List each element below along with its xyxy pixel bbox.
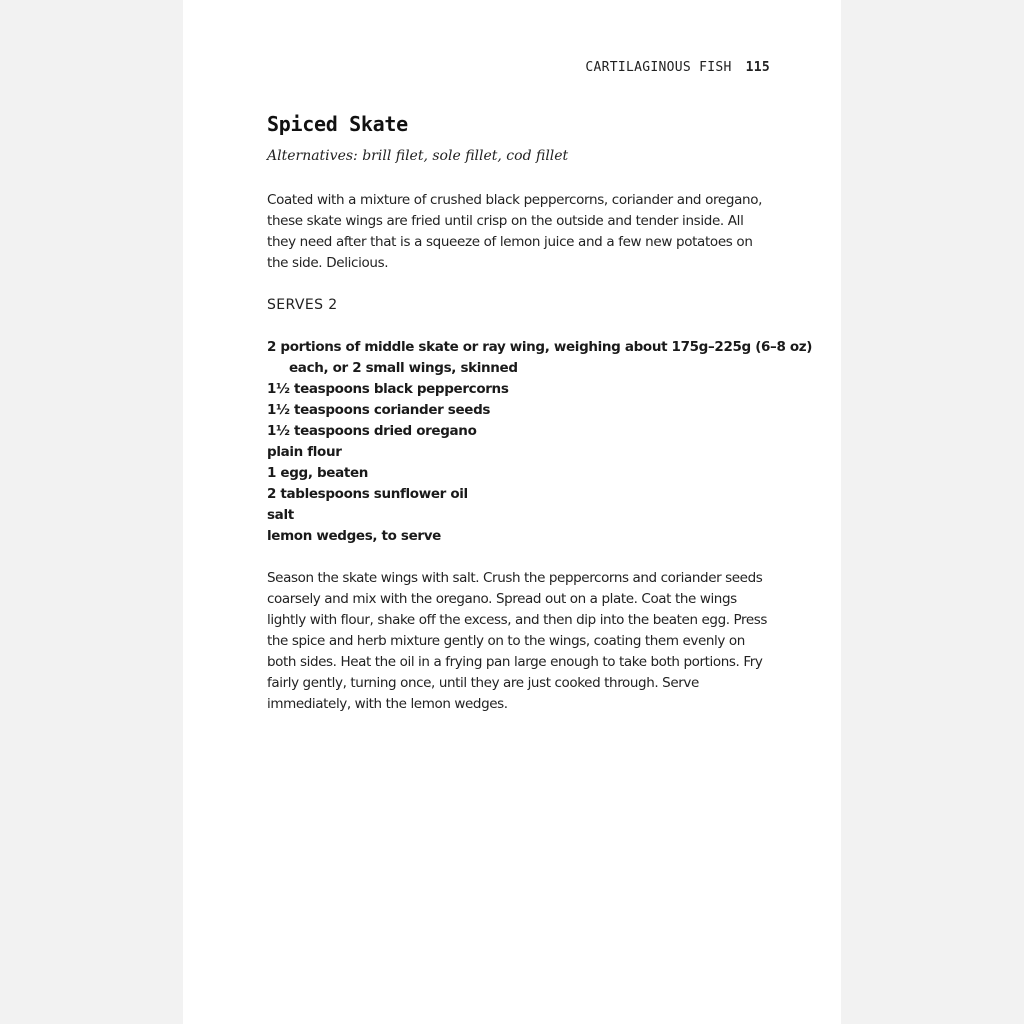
recipe-title: Spiced Skate bbox=[267, 112, 408, 136]
ingredient-item: 1 egg, beaten bbox=[267, 465, 369, 481]
recipe-intro: Coated with a mixture of crushed black peppercorns, coriander and oregano, these skate wings are fried until crisp on the outside and tender inside. All they need after that is a squeeze of lemon juice and a few new potatoes on the side. Delicious. bbox=[267, 192, 763, 271]
ingredient-item: salt bbox=[267, 507, 294, 523]
recipe-serves: SERVES 2 bbox=[267, 297, 338, 313]
section-title: CARTILAGINOUS FISH bbox=[585, 60, 732, 75]
recipe-method: Season the skate wings with salt. Crush the peppercorns and coriander seeds coarsely and mix with the oregano. Spread out on a plate. Coat the wings lightly with flour, shake off the excess, and then dip into the beaten egg. Press the spice and herb mixture gently on to the wings, coating them evenly on both sides. Heat the oil in a frying pan large enough to take both portions. Fry fairly gently, turning once, until they are just cooked through. Serve immediately, with the lemon wedges. bbox=[267, 570, 768, 712]
running-head bbox=[585, 60, 770, 75]
ingredient-text: 2 portions of middle skate or ray wing, weighing about 175g–225g (6–8 oz) bbox=[267, 339, 813, 355]
book-page bbox=[183, 0, 841, 1024]
ingredient-continuation: each, or 2 small wings, skinned bbox=[289, 360, 518, 376]
ingredient-item: 1½ teaspoons coriander seeds bbox=[267, 402, 491, 418]
ingredient-item: 1½ teaspoons black peppercorns bbox=[267, 381, 509, 397]
ingredient-item: plain flour bbox=[267, 444, 342, 460]
ingredient-item: 2 tablespoons sunflower oil bbox=[267, 486, 468, 502]
ingredient-list bbox=[267, 337, 813, 547]
ingredient-item bbox=[267, 337, 813, 379]
ingredient-item: 1½ teaspoons dried oregano bbox=[267, 423, 477, 439]
recipe bbox=[267, 108, 813, 715]
page-number: 115 bbox=[745, 60, 770, 75]
ingredient-item: lemon wedges, to serve bbox=[267, 528, 441, 544]
recipe-alternatives: Alternatives: brill filet, sole fillet, cod fillet bbox=[267, 148, 569, 164]
